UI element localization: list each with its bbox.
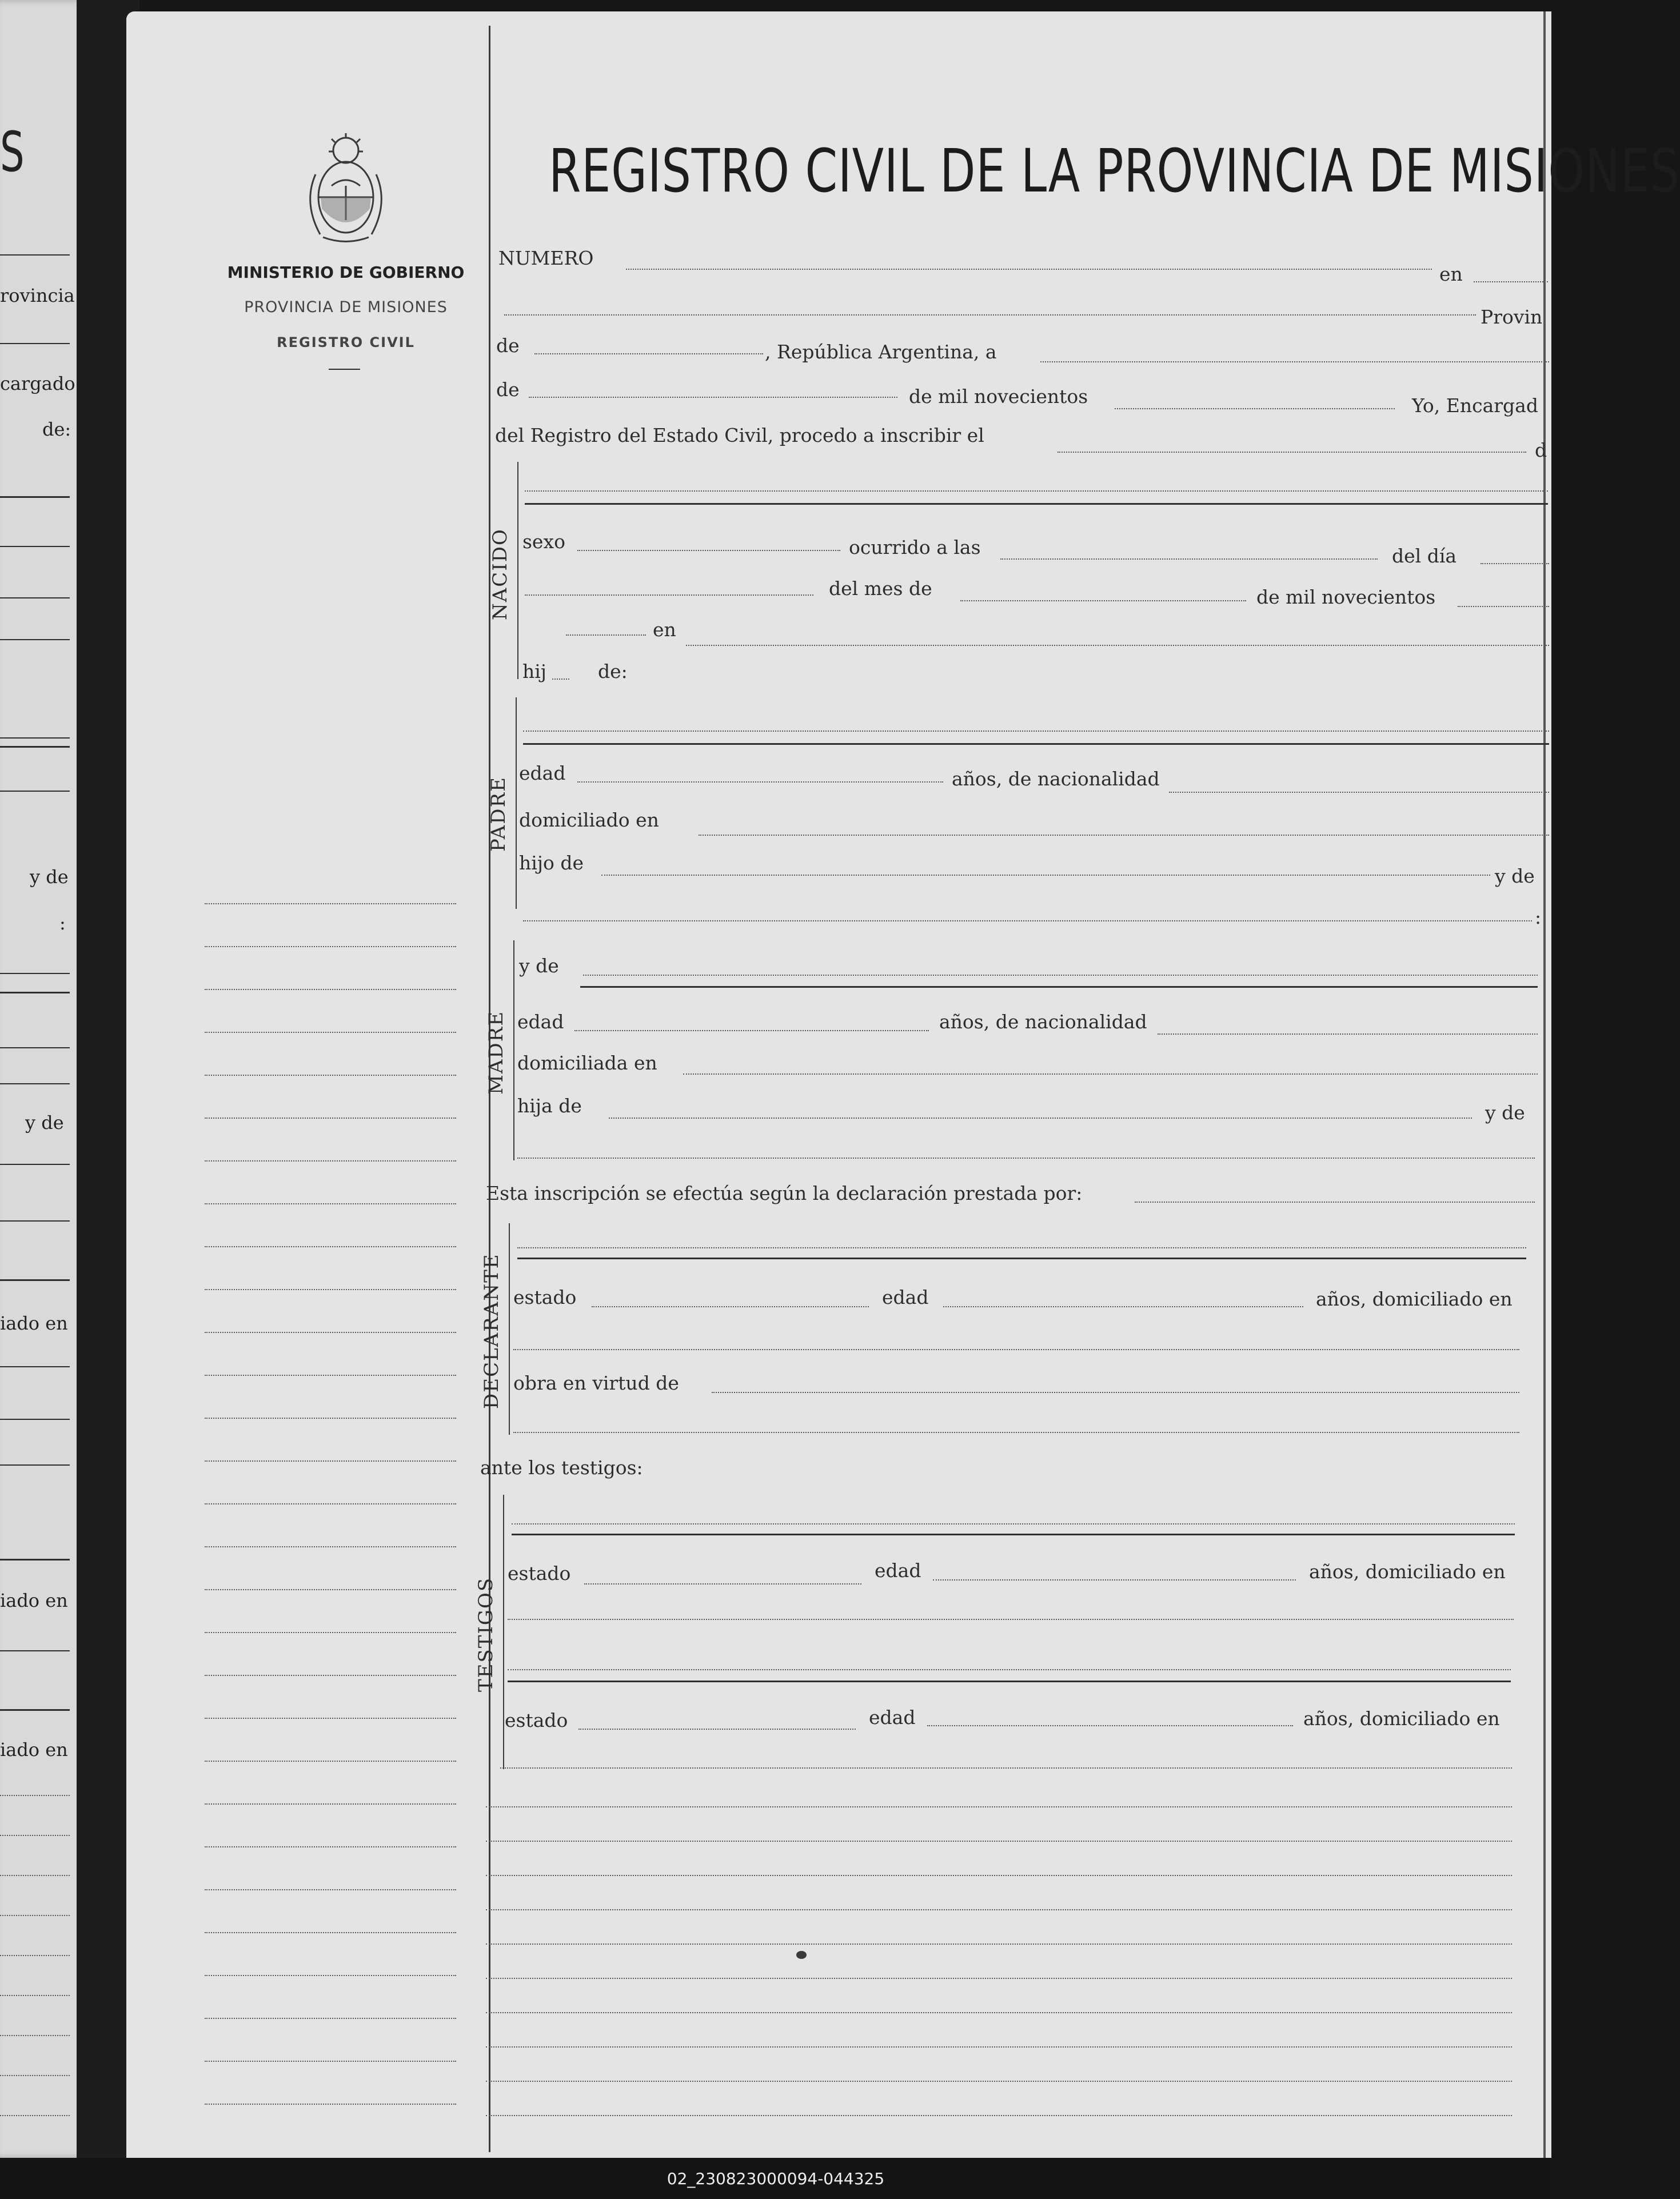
left-dotted-rule — [205, 1332, 456, 1333]
declaracion-field — [1135, 1202, 1535, 1203]
inscribir-field — [1058, 452, 1526, 453]
prev-rule — [0, 1464, 70, 1466]
prev-rule — [0, 254, 70, 256]
ocurrido-label: ocurrido a las — [849, 536, 981, 558]
registro-label: del Registro del Estado Civil, procedo a inscribir el — [495, 424, 984, 446]
left-dotted-rule — [205, 1075, 456, 1076]
left-dotted-rule — [205, 1203, 456, 1204]
left-dotted-rule — [205, 1118, 456, 1119]
section-bracket — [509, 1223, 510, 1435]
prev-rule — [0, 746, 70, 748]
numero-label: NUMERO — [498, 247, 594, 269]
hij-label: hij — [522, 660, 547, 683]
y-de-label: y de — [1485, 1102, 1525, 1124]
prev-fragment: y de — [25, 1112, 64, 1134]
notes-rule — [486, 1978, 1512, 1979]
edad-label: edad — [869, 1706, 916, 1729]
prev-dotted-rule — [0, 1835, 70, 1836]
prev-fragment: iado en — [0, 1739, 68, 1761]
header-divider — [329, 369, 360, 370]
left-dotted-rule — [205, 1418, 456, 1419]
padre-nacionalidad-field — [1169, 792, 1549, 793]
prev-rule — [0, 546, 70, 547]
prev-fragment: iado en — [0, 1590, 68, 1611]
left-dotted-rule — [205, 903, 456, 904]
left-dotted-rule — [205, 1932, 456, 1933]
declarante-domicilio-field — [513, 1349, 1519, 1350]
prev-rule — [0, 1279, 70, 1281]
hijo-de-label: hijo de — [519, 852, 584, 874]
left-dotted-rule — [205, 1975, 456, 1976]
padre-edad-field — [577, 781, 943, 783]
testigo1-estado-field — [584, 1583, 861, 1585]
section-rule — [580, 986, 1538, 988]
mes-field — [960, 600, 1246, 601]
prev-rule — [0, 973, 70, 974]
prev-dotted-rule — [0, 2075, 70, 2076]
nacido-name-field — [525, 490, 1548, 492]
prev-rule — [0, 597, 70, 598]
prev-rule — [0, 791, 70, 792]
padre-hijo-field — [601, 875, 1490, 876]
lugar-a-field — [566, 634, 646, 636]
domiciliado-label: domiciliado en — [519, 809, 659, 831]
month-field — [529, 397, 897, 398]
registry-page — [126, 11, 1551, 2158]
testigo1-domicilio-field — [508, 1619, 1514, 1620]
left-dotted-rule — [205, 1375, 456, 1376]
footer-caption: 02_230823000094-044325 — [667, 2169, 885, 2188]
notes-rule — [486, 1909, 1512, 1910]
madre-yde-field — [517, 1158, 1535, 1159]
madre-name-field — [583, 975, 1538, 976]
lugar-field — [686, 645, 1549, 646]
place-field — [504, 314, 1476, 316]
anio-field — [1458, 606, 1549, 607]
left-dotted-rule — [205, 1032, 456, 1033]
ink-spot — [796, 1951, 807, 1959]
prev-rule — [0, 1083, 70, 1084]
dia-cont-field — [525, 594, 813, 596]
padre-label: PADRE — [487, 776, 510, 852]
en-label: en — [653, 618, 676, 641]
prev-rule — [0, 1559, 70, 1561]
domiciliado-en-label: años, domiciliado en — [1309, 1561, 1506, 1583]
date-field — [1040, 361, 1549, 362]
section-bracket — [513, 940, 514, 1160]
declarante-extra-field — [513, 1432, 1519, 1433]
domiciliado-en-label: años, domiciliado en — [1316, 1288, 1513, 1310]
sexo-label: sexo — [522, 530, 565, 553]
d-label: d — [1535, 439, 1547, 461]
mil-novecientos-label: de mil novecientos — [1256, 586, 1436, 608]
prev-rule — [0, 737, 70, 739]
prev-rule — [0, 496, 70, 498]
madre-label: MADRE — [485, 1010, 508, 1095]
prev-dotted-rule — [0, 1955, 70, 1956]
prev-dotted-rule — [0, 1995, 70, 1996]
de-field — [534, 353, 763, 354]
notes-rule — [486, 2115, 1512, 2116]
testigo2-estado-field — [578, 1729, 856, 1730]
prev-rule — [0, 1047, 70, 1048]
domiciliada-label: domiciliada en — [517, 1052, 657, 1074]
hij-de-label: de: — [598, 660, 628, 683]
left-dotted-rule — [205, 989, 456, 990]
testigo2-domicilio-field — [500, 1767, 1512, 1769]
declarante-label: DECLARANTE — [480, 1253, 503, 1409]
republica-label: , República Argentina, a — [765, 341, 997, 363]
testigo2-name-field — [508, 1669, 1511, 1670]
declarante-name-field — [517, 1247, 1526, 1248]
prev-fragment: rovincia — [0, 285, 75, 306]
provin-label: Provin — [1481, 306, 1543, 328]
domiciliado-en-label: años, domiciliado en — [1303, 1707, 1500, 1730]
prev-fragment: y de — [30, 866, 69, 888]
prev-dotted-rule — [0, 1795, 70, 1796]
section-rule — [525, 503, 1548, 505]
notes-rule — [486, 1875, 1512, 1876]
coat-of-arms-icon — [297, 129, 394, 249]
obra-label: obra en virtud de — [513, 1372, 679, 1394]
encargado-label: Yo, Encargad — [1412, 394, 1538, 417]
declarante-edad-field — [943, 1306, 1303, 1307]
padre-yde-field — [523, 920, 1532, 921]
nacido-label: NACIDO — [489, 528, 512, 620]
notes-rule — [486, 2046, 1512, 2048]
testigo1-name-field — [512, 1523, 1515, 1524]
declarante-estado-field — [592, 1306, 869, 1307]
en-field — [1474, 281, 1548, 282]
prev-rule — [0, 1366, 70, 1367]
province-name: PROVINCIA DE MISIONES — [244, 298, 448, 316]
prev-rule — [0, 1220, 70, 1222]
prev-dotted-rule — [0, 1875, 70, 1876]
numero-field — [626, 269, 1432, 270]
prev-rule — [0, 992, 70, 993]
left-dotted-rule — [205, 1846, 456, 1847]
testigo2-edad-field — [927, 1725, 1293, 1726]
left-dotted-rule — [205, 1460, 456, 1462]
declaracion-label: Esta inscripción se efectúa según la declaración prestada por: — [486, 1182, 1083, 1204]
prev-dotted-rule — [0, 2115, 70, 2116]
left-dotted-rule — [205, 1546, 456, 1547]
prev-rule — [0, 1419, 70, 1420]
left-dotted-rule — [205, 946, 456, 947]
section-bracket — [517, 462, 518, 679]
estado-label: estado — [508, 1562, 571, 1585]
prev-rule — [0, 1709, 70, 1711]
left-dotted-rule — [205, 2061, 456, 2062]
prev-heading: S — [0, 120, 25, 184]
prev-rule — [0, 1164, 70, 1165]
prev-rule — [0, 1650, 70, 1651]
edad-label: edad — [882, 1286, 929, 1308]
prev-dotted-rule — [0, 2035, 70, 2036]
left-dotted-rule — [205, 1246, 456, 1247]
testigos-label: TESTIGOS — [474, 1577, 497, 1692]
mil-novecientos-label: de mil novecientos — [909, 385, 1088, 408]
left-dotted-rule — [205, 1589, 456, 1590]
notes-rule — [486, 1943, 1512, 1945]
nacionalidad-label: años, de nacionalidad — [952, 768, 1160, 790]
ministry-name: MINISTERIO DE GOBIERNO — [227, 263, 465, 282]
padre-name-field — [523, 731, 1549, 732]
section-bracket — [516, 697, 517, 909]
sexo-field — [577, 550, 840, 551]
left-dotted-rule — [205, 1632, 456, 1633]
left-dotted-rule — [205, 1718, 456, 1719]
section-rule — [508, 1681, 1511, 1682]
edad-label: edad — [519, 762, 566, 784]
left-dotted-rule — [205, 1289, 456, 1290]
y-de-label: y de — [519, 955, 559, 977]
left-dotted-rule — [205, 1675, 456, 1676]
padre-domicilio-field — [699, 835, 1549, 836]
left-dotted-rule — [205, 1503, 456, 1504]
prev-fragment: : — [59, 912, 66, 934]
testigos-intro-label: ante los testigos: — [480, 1456, 643, 1479]
notes-rule — [486, 2081, 1512, 2082]
de-label: de — [496, 334, 520, 357]
prev-dotted-rule — [0, 1915, 70, 1916]
y-de-label: y de — [1495, 865, 1535, 887]
estado-label: estado — [505, 1709, 568, 1731]
notes-rule — [486, 1806, 1512, 1807]
section-rule — [517, 1258, 1526, 1259]
page-right-edge — [1543, 11, 1546, 2158]
section-rule — [523, 743, 1549, 745]
testigo1-edad-field — [933, 1579, 1296, 1581]
edad-label: edad — [875, 1559, 921, 1582]
notes-rule — [486, 1841, 1512, 1842]
notes-rule — [486, 2012, 1512, 2013]
madre-hija-field — [609, 1118, 1472, 1119]
hij-suffix-field — [552, 679, 569, 680]
hora-field — [1000, 558, 1378, 560]
registry-name: REGISTRO CIVIL — [277, 334, 415, 350]
estado-label: estado — [513, 1286, 577, 1308]
dia-field — [1481, 563, 1549, 564]
section-bracket — [503, 1495, 504, 1769]
colon-label: : — [1535, 906, 1542, 928]
prev-rule — [0, 343, 70, 344]
year-field — [1115, 408, 1395, 409]
left-dotted-rule — [205, 2104, 456, 2105]
prev-fragment: iado en — [0, 1312, 68, 1334]
del-dia-label: del día — [1392, 545, 1457, 567]
de-label: de — [496, 378, 520, 401]
prev-fragment: cargado — [0, 373, 75, 394]
hija-de-label: hija de — [517, 1095, 582, 1117]
madre-nacionalidad-field — [1158, 1033, 1538, 1035]
edad-label: edad — [517, 1011, 564, 1033]
left-dotted-rule — [205, 1803, 456, 1805]
madre-edad-field — [574, 1030, 929, 1031]
section-rule — [512, 1534, 1515, 1535]
prev-rule — [0, 639, 70, 640]
left-dotted-rule — [205, 1761, 456, 1762]
left-dotted-rule — [205, 1889, 456, 1890]
prev-fragment: de: — [42, 418, 71, 440]
madre-domicilio-field — [683, 1073, 1538, 1075]
del-mes-label: del mes de — [829, 577, 932, 600]
page-title: REGISTRO CIVIL DE LA PROVINCIA DE MISIONES — [549, 136, 1680, 206]
en-label: en — [1439, 263, 1463, 285]
left-dotted-rule — [205, 2018, 456, 2019]
left-dotted-rule — [205, 1160, 456, 1162]
declarante-obra-field — [712, 1392, 1519, 1393]
nacionalidad-label: años, de nacionalidad — [939, 1011, 1147, 1033]
